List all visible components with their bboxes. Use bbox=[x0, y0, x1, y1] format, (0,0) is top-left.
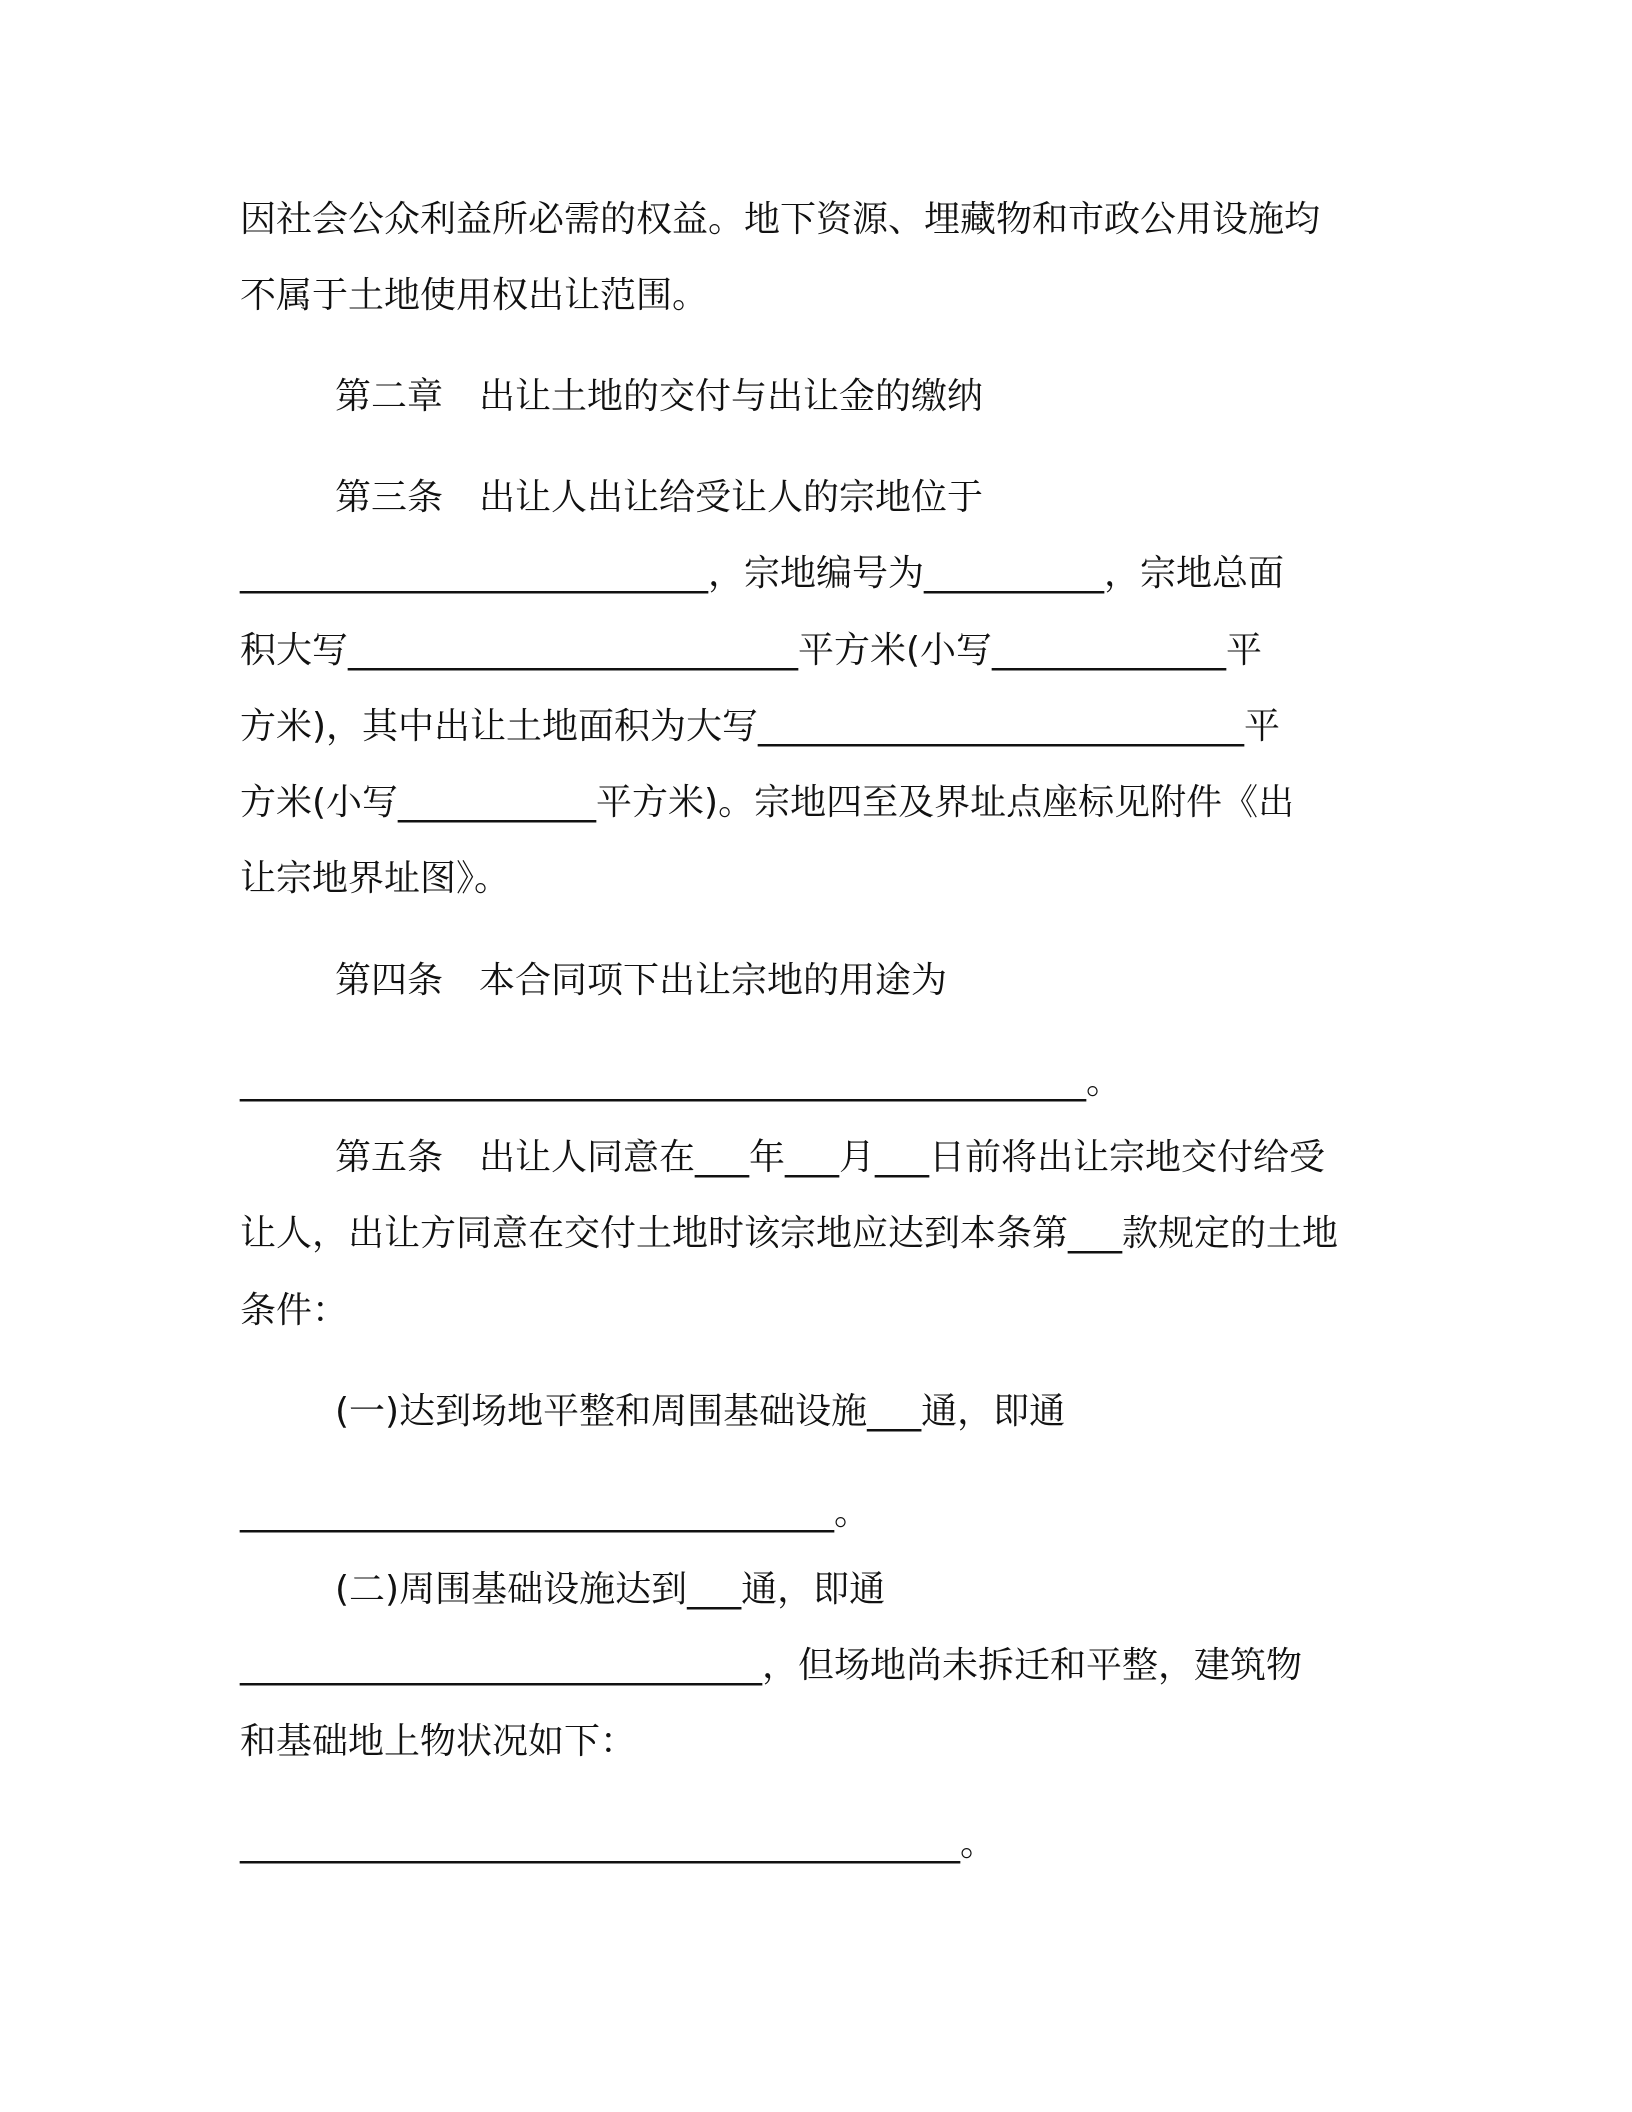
body-text-line: 积大写_________________________平方米(小写_____________平 bbox=[240, 630, 1263, 671]
body-text-line: __________________________，宗地编号为__________，宗地总面 bbox=[240, 553, 1285, 594]
body-text-line: _________________________________。 bbox=[240, 1492, 870, 1533]
article-5-heading: 第五条 出让人同意在___年___月___日前将出让宗地交付给受 bbox=[335, 1137, 1326, 1178]
body-text-line: 让人，出让方同意在交付土地时该宗地应达到本条第___款规定的土地 bbox=[240, 1213, 1339, 1254]
body-text-line: 条件： bbox=[240, 1290, 349, 1331]
body-text-line: 因社会公众利益所必需的权益。地下资源、埋藏物和市政公用设施均 bbox=[240, 199, 1321, 240]
clause-2: (二)周围基础设施达到___通，即通 bbox=[335, 1569, 886, 1610]
chapter-heading: 第二章 出让土地的交付与出让金的缴纳 bbox=[335, 376, 984, 417]
body-text-line: 方米(小写___________平方米)。宗地四至及界址点座标见附件《出 bbox=[240, 782, 1295, 823]
body-text-line: ________________________________________。 bbox=[240, 1823, 996, 1864]
clause-1: (一)达到场地平整和周围基础设施___通，即通 bbox=[335, 1391, 1066, 1432]
article-3-heading: 第三条 出让人出让给受让人的宗地位于 bbox=[335, 477, 984, 518]
body-text-line: _______________________________________________。 bbox=[240, 1061, 1122, 1102]
body-text-line: _____________________________，但场地尚未拆迁和平整，建筑物 bbox=[240, 1645, 1303, 1686]
body-text-line: 让宗地界址图》。 bbox=[240, 858, 511, 899]
body-text-line: 方米)，其中出让土地面积为大写___________________________平 bbox=[240, 706, 1281, 747]
body-text-line: 和基础地上物状况如下： bbox=[240, 1721, 637, 1762]
article-4-heading: 第四条 本合同项下出让宗地的用途为 bbox=[335, 960, 948, 1001]
body-text-line: 不属于土地使用权出让范围。 bbox=[240, 275, 709, 316]
